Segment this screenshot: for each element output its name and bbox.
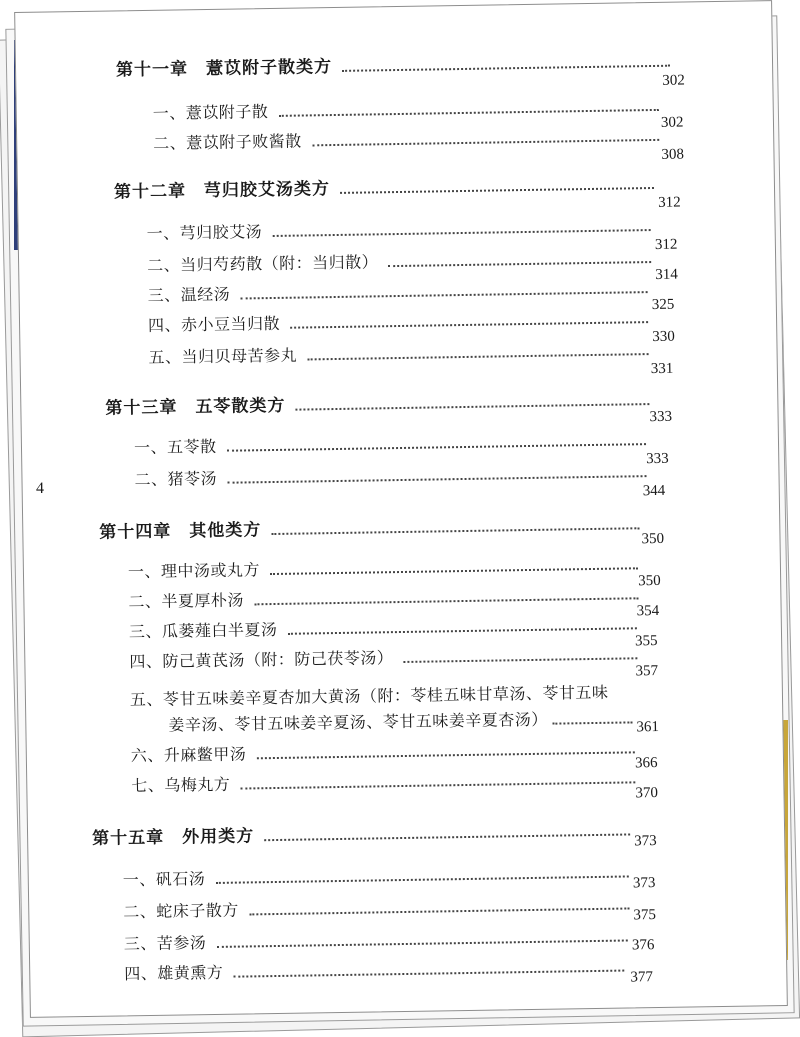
toc-entry[interactable] xyxy=(128,551,644,582)
chapter-12-page: 312 xyxy=(658,194,681,211)
entry-label: 一、芎归胶艾汤 xyxy=(146,222,263,243)
toc-entry[interactable] xyxy=(131,735,641,766)
chapter-14-heading[interactable] xyxy=(99,509,645,543)
dot-leader xyxy=(240,781,635,789)
toc-entry[interactable] xyxy=(148,337,654,368)
toc-entry[interactable] xyxy=(129,641,643,672)
entry-label: 六、升麻鳖甲汤 xyxy=(130,744,247,766)
entry-page: 375 xyxy=(633,907,657,924)
entry-label[interactable]: 五、苓甘五味姜辛夏杏加大黄汤（附：苓桂五味甘草汤、苓甘五味 xyxy=(129,682,609,710)
dot-leader xyxy=(240,291,647,299)
entry-label: 二、半夏厚朴汤 xyxy=(128,590,245,612)
chapter-12-heading[interactable] xyxy=(114,169,660,203)
entry-label: 三、瓜蒌薤白半夏汤 xyxy=(128,619,278,642)
chapter-15-heading[interactable] xyxy=(92,815,636,849)
toc-entry[interactable] xyxy=(134,427,652,458)
entry-page: 376 xyxy=(631,937,655,954)
dot-leader xyxy=(272,229,650,237)
dot-leader xyxy=(254,597,638,605)
toc-entry[interactable] xyxy=(124,953,630,984)
chapter-12-title: 第十二章 芎归胶艾汤类方 xyxy=(113,179,331,203)
dot-leader xyxy=(307,353,648,360)
entry-label: 三、苦参汤 xyxy=(123,933,207,954)
dot-leader xyxy=(403,657,637,663)
chapter-15-title: 第十五章 外用类方 xyxy=(91,826,255,849)
toc-page xyxy=(14,0,788,1018)
entry-page: 355 xyxy=(634,632,658,650)
entry-page: 366 xyxy=(634,755,658,772)
dot-leader xyxy=(552,721,633,724)
entry-label-continued: 姜辛汤、苓甘五味姜辛夏汤、苓甘五味姜辛夏杏汤） xyxy=(168,709,548,735)
entry-page: 377 xyxy=(630,969,654,986)
entry-label: 一、矾石汤 xyxy=(122,869,206,890)
toc-entry[interactable] xyxy=(131,765,641,796)
toc-entry[interactable] xyxy=(147,275,653,306)
entry-page: 333 xyxy=(646,450,669,468)
chapter-15-page: 373 xyxy=(634,833,657,850)
entry-label: 一、五苓散 xyxy=(133,436,217,458)
entry-page: 370 xyxy=(635,784,659,802)
dot-leader xyxy=(249,907,629,915)
dot-leader xyxy=(264,833,630,841)
entry-page: 331 xyxy=(650,360,674,378)
chapter-11-heading[interactable] xyxy=(116,47,676,81)
side-page-number: 4 xyxy=(36,480,44,497)
chapter-13-page: 333 xyxy=(649,408,673,426)
toc-entry[interactable] xyxy=(168,705,638,735)
dot-leader xyxy=(256,751,634,759)
entry-label: 一、理中汤或丸方 xyxy=(127,560,261,582)
chapter-11-title: 第十一章 薏苡附子散类方 xyxy=(115,57,333,81)
dot-leader xyxy=(342,65,670,72)
dot-leader xyxy=(388,261,651,267)
entry-page: 302 xyxy=(660,114,684,131)
chapter-13-heading[interactable] xyxy=(105,385,655,419)
dot-leader xyxy=(312,139,659,146)
toc-entry[interactable] xyxy=(124,923,634,954)
entry-label: 三、温经汤 xyxy=(147,284,231,305)
entry-page: 373 xyxy=(632,875,656,892)
toc-entry[interactable] xyxy=(128,581,644,612)
dot-leader xyxy=(287,627,636,634)
entry-page: 354 xyxy=(636,602,660,620)
dot-leader xyxy=(216,939,627,947)
entry-label: 四、雄黄熏方 xyxy=(124,962,224,984)
dot-leader xyxy=(233,970,624,978)
toc-entry[interactable] xyxy=(134,459,652,490)
toc-entry[interactable] xyxy=(148,305,654,336)
dot-leader xyxy=(271,527,639,535)
entry-page: 357 xyxy=(635,662,659,680)
entry-label: 一、薏苡附子散 xyxy=(152,102,269,123)
entry-label: 五、当归贝母苦参丸 xyxy=(148,345,298,367)
toc-entry[interactable] xyxy=(123,891,635,922)
toc-entry[interactable] xyxy=(129,611,643,642)
entry-page: 314 xyxy=(655,266,678,283)
chapter-14-page: 350 xyxy=(641,530,665,548)
dot-leader xyxy=(278,109,658,117)
entry-page: 350 xyxy=(638,572,661,590)
entry-page: 325 xyxy=(651,296,675,314)
dot-leader xyxy=(290,321,648,329)
toc-entry[interactable] xyxy=(147,245,657,276)
entry-page: 330 xyxy=(652,328,675,346)
entry-label: 四、防己黄芪汤（附：防己茯苓汤） xyxy=(129,648,394,672)
entry-page: 361 xyxy=(636,718,660,736)
chapter-11-page: 302 xyxy=(662,72,685,89)
dot-leader xyxy=(340,187,654,194)
dot-leader xyxy=(270,567,638,575)
toc-entry[interactable] xyxy=(153,123,665,154)
entry-label: 二、当归芍药散（附：当归散） xyxy=(146,252,379,275)
dot-leader xyxy=(295,403,649,411)
toc-entry[interactable] xyxy=(153,93,665,124)
entry-page: 312 xyxy=(654,236,678,253)
entry-page: 344 xyxy=(642,482,666,500)
toc-entry[interactable] xyxy=(123,859,635,890)
dot-leader xyxy=(215,875,628,883)
dot-leader xyxy=(227,475,646,484)
entry-label: 二、薏苡附子败酱散 xyxy=(153,131,302,153)
toc-entry[interactable] xyxy=(146,213,656,244)
dot-leader xyxy=(227,443,646,452)
entry-label: 二、猪苓汤 xyxy=(134,468,218,490)
chapter-14-title: 第十四章 其他类方 xyxy=(99,520,262,543)
entry-page: 308 xyxy=(661,146,685,163)
entry-label: 四、赤小豆当归散 xyxy=(147,313,281,335)
chapter-13-title: 第十三章 五苓散类方 xyxy=(105,395,286,419)
entry-label: 七、乌梅丸方 xyxy=(131,774,231,796)
entry-label: 二、蛇床子散方 xyxy=(123,900,239,922)
